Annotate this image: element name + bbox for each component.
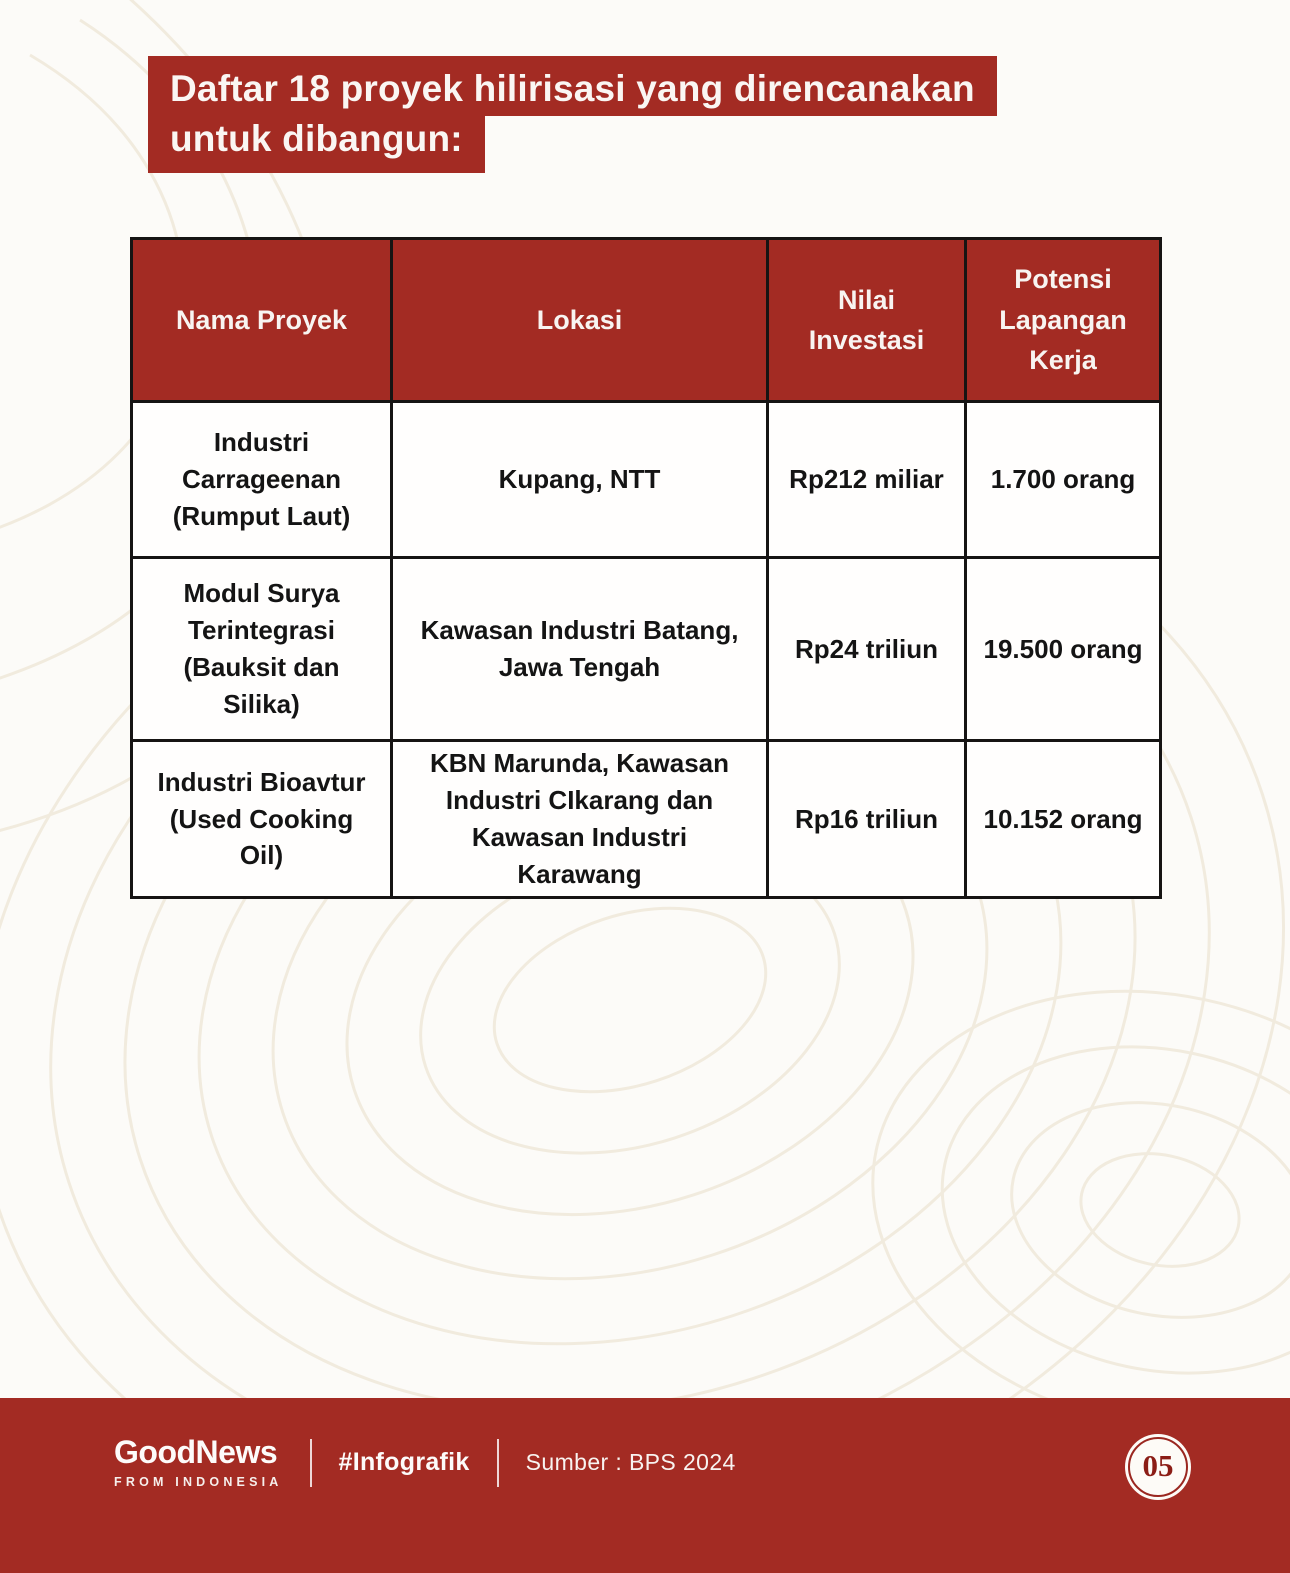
brand-name: GoodNews [114, 1434, 278, 1470]
cell-nama-proyek: Industri Bioavtur (Used Cooking Oil) [132, 741, 392, 898]
projects-table [130, 237, 1162, 899]
footer-band [0, 1398, 1290, 1573]
footer-divider [310, 1439, 312, 1487]
cell-lokasi: KBN Marunda, Kawasan Industri CIkarang dan Kawasan Industri Karawang [392, 741, 768, 898]
page-title-line2: untuk dibangun: [148, 116, 485, 173]
page-title [148, 56, 997, 173]
cell-nilai-investasi: Rp16 triliun [768, 741, 966, 898]
cell-nilai-investasi: Rp212 miliar [768, 402, 966, 558]
cell-lokasi: Kawasan Industri Batang, Jawa Tengah [392, 558, 768, 741]
brand-logo [114, 1436, 283, 1489]
table-row [132, 741, 1161, 898]
page-title-line1: Daftar 18 proyek hilirisasi yang direncanakan [148, 56, 997, 116]
table-header-row [132, 239, 1161, 402]
cell-nilai-investasi: Rp24 triliun [768, 558, 966, 741]
cell-lokasi: Kupang, NTT [392, 402, 768, 558]
table-row [132, 558, 1161, 741]
column-header-nilai-investasi: Nilai Investasi [768, 239, 966, 402]
column-header-nama-proyek: Nama Proyek [132, 239, 392, 402]
footer-divider [497, 1439, 499, 1487]
cell-potensi-lapangan-kerja: 1.700 orang [966, 402, 1161, 558]
table-row [132, 402, 1161, 558]
page-number-badge [1125, 1434, 1191, 1500]
column-header-lokasi: Lokasi [392, 239, 768, 402]
infografik-hashtag: #Infografik [338, 1448, 470, 1476]
cell-nama-proyek: Industri Carrageenan (Rumput Laut) [132, 402, 392, 558]
source-credit: Sumber : BPS 2024 [525, 1449, 736, 1475]
cell-nama-proyek: Modul Surya Terintegrasi (Bauksit dan Silika) [132, 558, 392, 741]
brand-tagline: FROM INDONESIA [114, 1475, 283, 1489]
page-number: 05 [1142, 1448, 1174, 1483]
cell-potensi-lapangan-kerja: 10.152 orang [966, 741, 1161, 898]
column-header-potensi-lapangan-kerja: Potensi Lapangan Kerja [966, 239, 1161, 402]
cell-potensi-lapangan-kerja: 19.500 orang [966, 558, 1161, 741]
footer-content [114, 1436, 736, 1489]
